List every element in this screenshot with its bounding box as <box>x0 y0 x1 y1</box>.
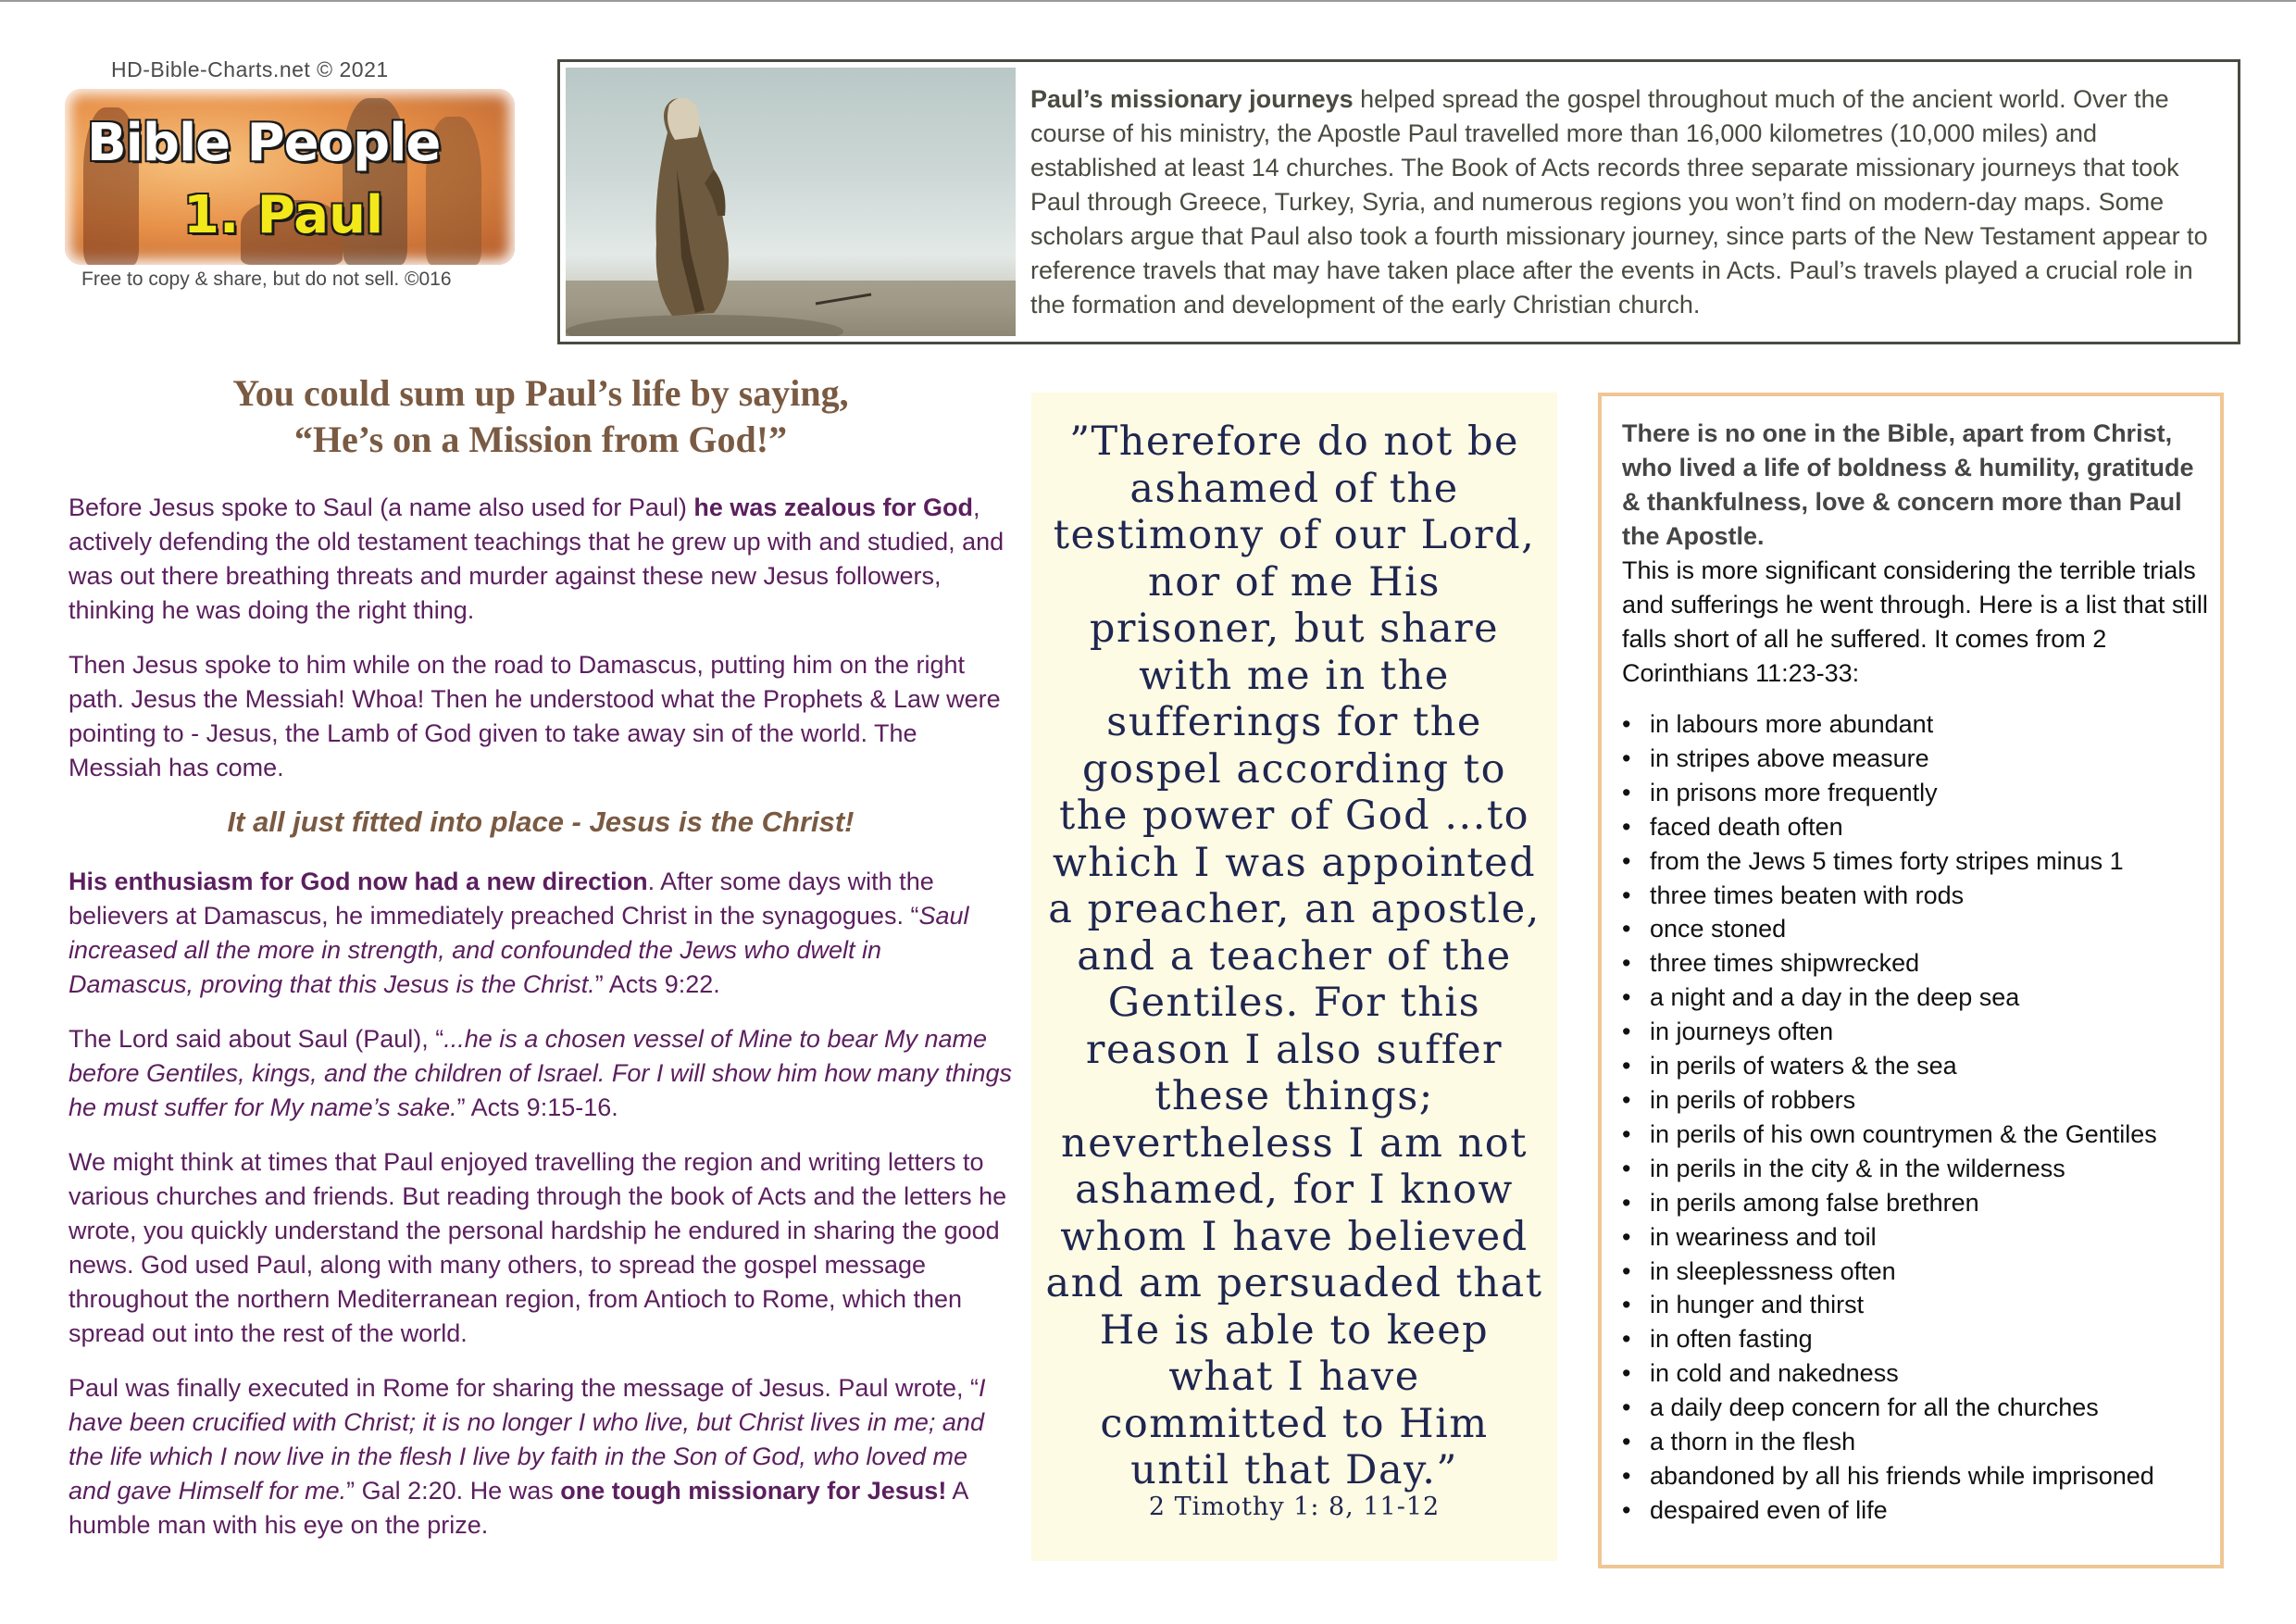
quote-line: gospel according to <box>1082 745 1506 793</box>
list-item <box>1622 1220 2215 1255</box>
list-item <box>1622 844 2215 879</box>
logo-subtitle: 1. Paul <box>183 185 384 245</box>
bullet-icon: • <box>1622 1188 1631 1217</box>
list-item <box>1622 879 2215 913</box>
intro-text <box>1030 82 2225 322</box>
main-heading-line1: You could sum up Paul’s life by saying, <box>232 372 849 414</box>
list-item-text: in perils among false brethren <box>1650 1188 1979 1217</box>
list-item-text: in hunger and thirst <box>1650 1291 1865 1319</box>
list-item <box>1622 912 2215 946</box>
quote-line: whom I have believed <box>1060 1213 1529 1260</box>
list-item <box>1622 1425 2215 1459</box>
list-item-text: three times shipwrecked <box>1650 949 1920 978</box>
list-item <box>1622 1391 2215 1425</box>
list-item-text: in cold and nakedness <box>1650 1359 1899 1388</box>
left-column <box>69 370 1013 1563</box>
bullet-icon: • <box>1622 1222 1631 1251</box>
list-item-text: in often fasting <box>1650 1325 1813 1354</box>
p4-ref: ” Acts 9:15-16. <box>456 1093 618 1121</box>
list-item <box>1622 1493 2215 1528</box>
bullet-icon: • <box>1622 949 1631 978</box>
p1-text-a: Before Jesus spoke to Saul (a name also used for Paul) <box>69 493 694 521</box>
bullet-icon: • <box>1622 1256 1631 1285</box>
quote-line: ashamed, for I know <box>1075 1167 1514 1213</box>
quote-line: until that Day.” <box>1130 1447 1458 1493</box>
p3-bold: His enthusiasm for God now had a new direction <box>69 868 648 895</box>
bullet-icon: • <box>1622 846 1631 875</box>
list-item <box>1622 810 2215 844</box>
list-item <box>1622 1356 2215 1391</box>
paragraph-chosen-vessel <box>69 1022 1013 1125</box>
quote-line: and a teacher of the <box>1077 932 1512 980</box>
bullet-icon: • <box>1622 881 1631 909</box>
list-item <box>1622 1049 2215 1083</box>
bullet-icon: • <box>1622 812 1631 841</box>
paul-walking-illustration <box>566 68 1016 336</box>
p1-text-c: , actively defending the old testament teachings that he grew up with and studied, and was out there breathing threats and murder against these new Jesus followers, thinking he was doing the right thing. <box>69 493 1004 624</box>
quote-line: with me in the <box>1139 652 1450 699</box>
list-item <box>1622 1083 2215 1118</box>
bullet-icon: • <box>1622 1052 1631 1081</box>
quote-line: which I was appointed <box>1052 839 1537 886</box>
quote-line: testimony of our Lord, <box>1053 512 1536 558</box>
p4-italic: ...he is a chosen vessel of Mine to bear My name before Gentiles, kings, and the children of Israel. For I will show him how many things he must suffer for My name’s sake. <box>69 1025 1012 1121</box>
scripture-quote <box>1031 418 1557 1494</box>
list-item <box>1622 1015 2215 1049</box>
paragraph-hardship: We might think at times that Paul enjoyed travelling the region and writing letters to various churches and friends. But reading through the book of Acts and the letters he wrote, you quickly understand the personal hardship he endured in sharing the good news. God used Paul, along with many others, to spread the gospel message throughout the northern Mediterranean region, from Antioch to Rome, which then spread out into the rest of the world. <box>69 1148 1007 1347</box>
quote-line: ashamed of the <box>1129 465 1459 512</box>
list-item-text: in perils of his own countrymen & the Gentiles <box>1650 1119 2157 1148</box>
bullet-icon: • <box>1622 1018 1631 1046</box>
quote-line: what I have <box>1168 1354 1420 1400</box>
list-item-text: in stripes above measure <box>1650 743 1929 772</box>
intro-body: helped spread the gospel throughout much of the ancient world. Over the course of his ministry, the Apostle Paul travelled more than 16,000 kilometres (10,000 miles) and established at least 14 churches. The Book of Acts records three separate missionary journeys that took Paul through Greece, Turkey, Syria, and numerous regions you won’t find on modern-day maps. Some scholars argue that Paul also took a fourth missionary journey, since parts of the New Testament appear to reference travels that may have taken place after the events in Acts. Paul’s travels played a crucial role in the formation and development of the early Christian church. <box>1030 85 2208 319</box>
list-item-text: in perils of robbers <box>1650 1085 1856 1114</box>
sufferings-intro: This is more significant considering the terrible trials and sufferings he went through. Here is a list that still falls short of all he suffered. It comes from 2 Corinthians 11:23-33: <box>1622 556 2208 687</box>
list-item <box>1622 742 2215 776</box>
list-item <box>1622 1322 2215 1356</box>
paragraph-damascus-road: Then Jesus spoke to him while on the road to Damascus, putting him on the right path. Jesus the Messiah! Whoa! Then he understood what the Prophets & Law were pointing to - Jesus, the Lamb of God given to take away sin of the world. The Messiah has come. <box>69 651 1001 781</box>
list-item-text: in perils of waters & the sea <box>1650 1052 1957 1081</box>
main-heading-line2: “He’s on a Mission from God!” <box>293 418 788 460</box>
list-item-text: faced death often <box>1650 812 1843 841</box>
bullet-icon: • <box>1622 1325 1631 1354</box>
quote-line: committed to Him <box>1100 1400 1489 1447</box>
intro-lead: Paul’s missionary journeys <box>1030 85 1354 113</box>
list-item <box>1622 946 2215 981</box>
paragraph-new-direction <box>69 865 1013 1002</box>
list-item <box>1622 1118 2215 1152</box>
list-item-text: in sleeplessness often <box>1650 1256 1896 1285</box>
paul-walking-photo <box>566 68 1016 336</box>
list-item-text: once stoned <box>1650 915 1787 943</box>
list-item-text: despaired even of life <box>1650 1495 1888 1524</box>
bullet-icon: • <box>1622 1119 1631 1148</box>
main-heading <box>69 370 1013 463</box>
list-item-text: a daily deep concern for all the churches <box>1650 1393 2099 1422</box>
list-item-text: in prisons more frequently <box>1650 778 1938 806</box>
quote-line: He is able to keep <box>1099 1306 1490 1354</box>
quote-line: these things; <box>1154 1073 1434 1119</box>
logo-title: Bible People <box>87 113 441 173</box>
quote-line: prisoner, but share <box>1089 606 1500 652</box>
p3-ref: ” Acts 9:22. <box>594 970 720 998</box>
top-rule <box>0 0 2296 2</box>
list-item-text: in weariness and toil <box>1650 1222 1877 1251</box>
bullet-icon: • <box>1622 1461 1631 1490</box>
scripture-reference: 2 Timothy 1: 8, 11-12 <box>1148 1493 1441 1521</box>
quote-line: Gentiles. For this <box>1107 980 1481 1026</box>
list-item-text: a thorn in the flesh <box>1650 1428 1856 1456</box>
pull-quote: It all just fitted into place - Jesus is the Christ! <box>227 806 855 838</box>
list-item-text: abandoned by all his friends while imprisoned <box>1650 1461 2154 1490</box>
intro-box <box>557 59 2240 344</box>
p6-bold: one tough missionary for Jesus! <box>560 1477 947 1505</box>
p6-text-e: A humble man with his eye on the prize. <box>69 1477 967 1539</box>
list-item <box>1622 1152 2215 1186</box>
list-item-text: in journeys often <box>1650 1018 1834 1046</box>
sufferings-lead: There is no one in the Bible, apart from Christ, who lived a life of boldness & humility, gratitude & thankfulness, love & concern more than Paul the Apostle. <box>1622 419 2194 550</box>
list-item <box>1622 1255 2215 1289</box>
list-item <box>1622 1459 2215 1493</box>
copyright-note: Free to copy & share, but do not sell. ©016 <box>81 269 452 290</box>
paragraph-saul-zealous <box>69 491 1013 628</box>
quote-line: ”Therefore do not be <box>1069 418 1519 465</box>
bible-people-logo <box>65 89 515 265</box>
sufferings-box <box>1598 393 2224 1568</box>
site-credit: HD-Bible-Charts.net © 2021 <box>111 57 389 81</box>
list-item <box>1622 776 2215 810</box>
bullet-icon: • <box>1622 1393 1631 1422</box>
list-item-text: in perils in the city & in the wilderness <box>1650 1154 2065 1182</box>
list-item-text: a night and a day in the deep sea <box>1650 983 2020 1012</box>
list-item-text: in labours more abundant <box>1650 710 1934 738</box>
p6-text-a: Paul was finally executed in Rome for sharing the message of Jesus. Paul wrote, “ <box>69 1374 979 1402</box>
bullet-icon: • <box>1622 1291 1631 1319</box>
scripture-quote-panel <box>1031 393 1557 1561</box>
bullet-icon: • <box>1622 1359 1631 1388</box>
bullet-icon: • <box>1622 983 1631 1012</box>
p4-text-a: The Lord said about Saul (Paul), “ <box>69 1025 444 1053</box>
list-item <box>1622 981 2215 1015</box>
bullet-icon: • <box>1622 1428 1631 1456</box>
bullet-icon: • <box>1622 1085 1631 1114</box>
bullet-icon: • <box>1622 710 1631 738</box>
list-item <box>1622 1288 2215 1322</box>
quote-line: and am persuaded that <box>1045 1260 1543 1306</box>
p1-bold: he was zealous for God <box>693 493 973 521</box>
list-item-text: from the Jews 5 times forty stripes minus 1 <box>1650 846 2124 875</box>
list-item <box>1622 707 2215 742</box>
quote-line: nevertheless I am not <box>1061 1119 1528 1167</box>
quote-line: a preacher, an apostle, <box>1048 886 1541 932</box>
quote-line: reason I also suffer <box>1085 1026 1504 1073</box>
p6-italic: I have been crucified with Christ; it is no longer I who live, but Christ lives in me; and the life which I now live in the flesh I live by faith in the Son of God, who loved me and gave Himself for me. <box>69 1374 986 1505</box>
quote-line: nor of me His <box>1148 558 1441 606</box>
list-item <box>1622 1186 2215 1220</box>
p6-ref: ” Gal 2:20. He was <box>346 1477 561 1505</box>
p3-text-b: . After some days with the believers at Damascus, he immediately preached Christ in the synagogues. “ <box>69 868 934 930</box>
paragraph-executed <box>69 1371 1013 1543</box>
quote-line: the power of God ...to <box>1058 793 1530 839</box>
quote-line: sufferings for the <box>1106 699 1482 745</box>
bullet-icon: • <box>1622 915 1631 943</box>
sufferings-list <box>1622 707 2215 1528</box>
bullet-icon: • <box>1622 778 1631 806</box>
bullet-icon: • <box>1622 1495 1631 1524</box>
bullet-icon: • <box>1622 1154 1631 1182</box>
bullet-icon: • <box>1622 743 1631 772</box>
p3-italic: Saul increased all the more in strength, and confounded the Jews who dwelt in Damascus, proving that this Jesus is the Christ. <box>69 902 969 998</box>
list-item-text: three times beaten with rods <box>1650 881 1965 909</box>
